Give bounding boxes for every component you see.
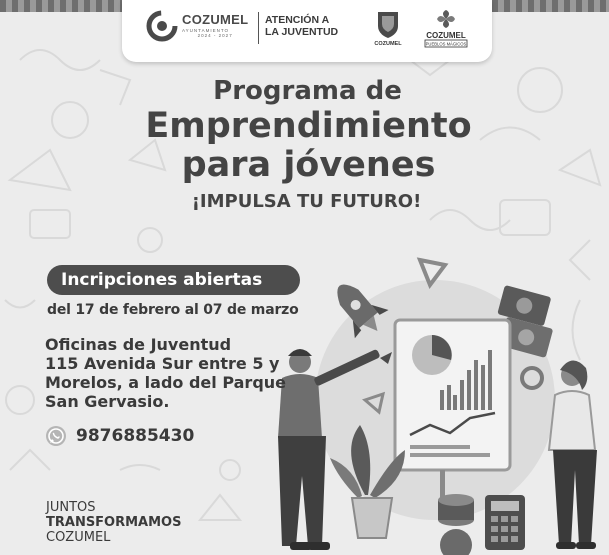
address-line1: 115 Avenida Sur entre 5 y: [45, 354, 280, 373]
slogan: [46, 500, 181, 545]
pueblos-sub: PUEBLOS MÁGICOS: [425, 41, 467, 47]
crest-label: COZUMEL: [374, 41, 402, 46]
title-line2: Emprendimiento: [145, 106, 472, 146]
tagline: ¡IMPULSA TU FUTURO!: [191, 191, 422, 212]
department-name: [265, 14, 338, 38]
pueblos-label: COZUMEL: [426, 31, 466, 40]
contact-row: [45, 425, 194, 447]
pueblos-magicos-logo-icon: [422, 6, 470, 48]
entrepreneurship-illustration: [270, 250, 609, 555]
phone-number: 9876885430: [76, 426, 195, 446]
registration-dates: del 17 de febrero al 07 de marzo: [47, 302, 299, 318]
calculator-icon: [485, 495, 525, 550]
crest-logo-icon: [374, 8, 402, 46]
cozumel-logo-icon: [146, 10, 178, 42]
title-line3: para jóvenes: [181, 145, 436, 185]
department-line1: ATENCIÓN A: [265, 14, 330, 26]
logo-city-name: COZUMEL: [182, 12, 249, 27]
slogan-line2: TRANSFORMAMOS: [46, 515, 182, 530]
registration-badge: Incripciones abiertas: [47, 265, 300, 295]
location-name: Oficinas de Juventud: [45, 335, 232, 354]
slogan-line1: JUNTOS: [46, 500, 96, 515]
address-line2: Morelos, a lado del Parque: [45, 373, 287, 392]
header-logo-bar: [122, 0, 492, 62]
logo-years: 2024 - 2027: [197, 33, 233, 38]
title-block: [0, 76, 609, 215]
header-divider: [258, 12, 259, 44]
location-block: [45, 335, 286, 411]
title-line1: Programa de: [213, 76, 402, 106]
whatsapp-icon: [45, 425, 67, 447]
cozumel-logo-text: [182, 12, 248, 38]
coins-icon: [438, 494, 474, 555]
department-line2: LA JUVENTUD: [265, 26, 339, 38]
logo-ayuntamiento: AYUNTAMIENTO: [182, 28, 230, 33]
slogan-line3: COZUMEL: [46, 530, 111, 545]
woman-figure: [549, 360, 597, 549]
address-line3: San Gervasio.: [45, 392, 170, 411]
